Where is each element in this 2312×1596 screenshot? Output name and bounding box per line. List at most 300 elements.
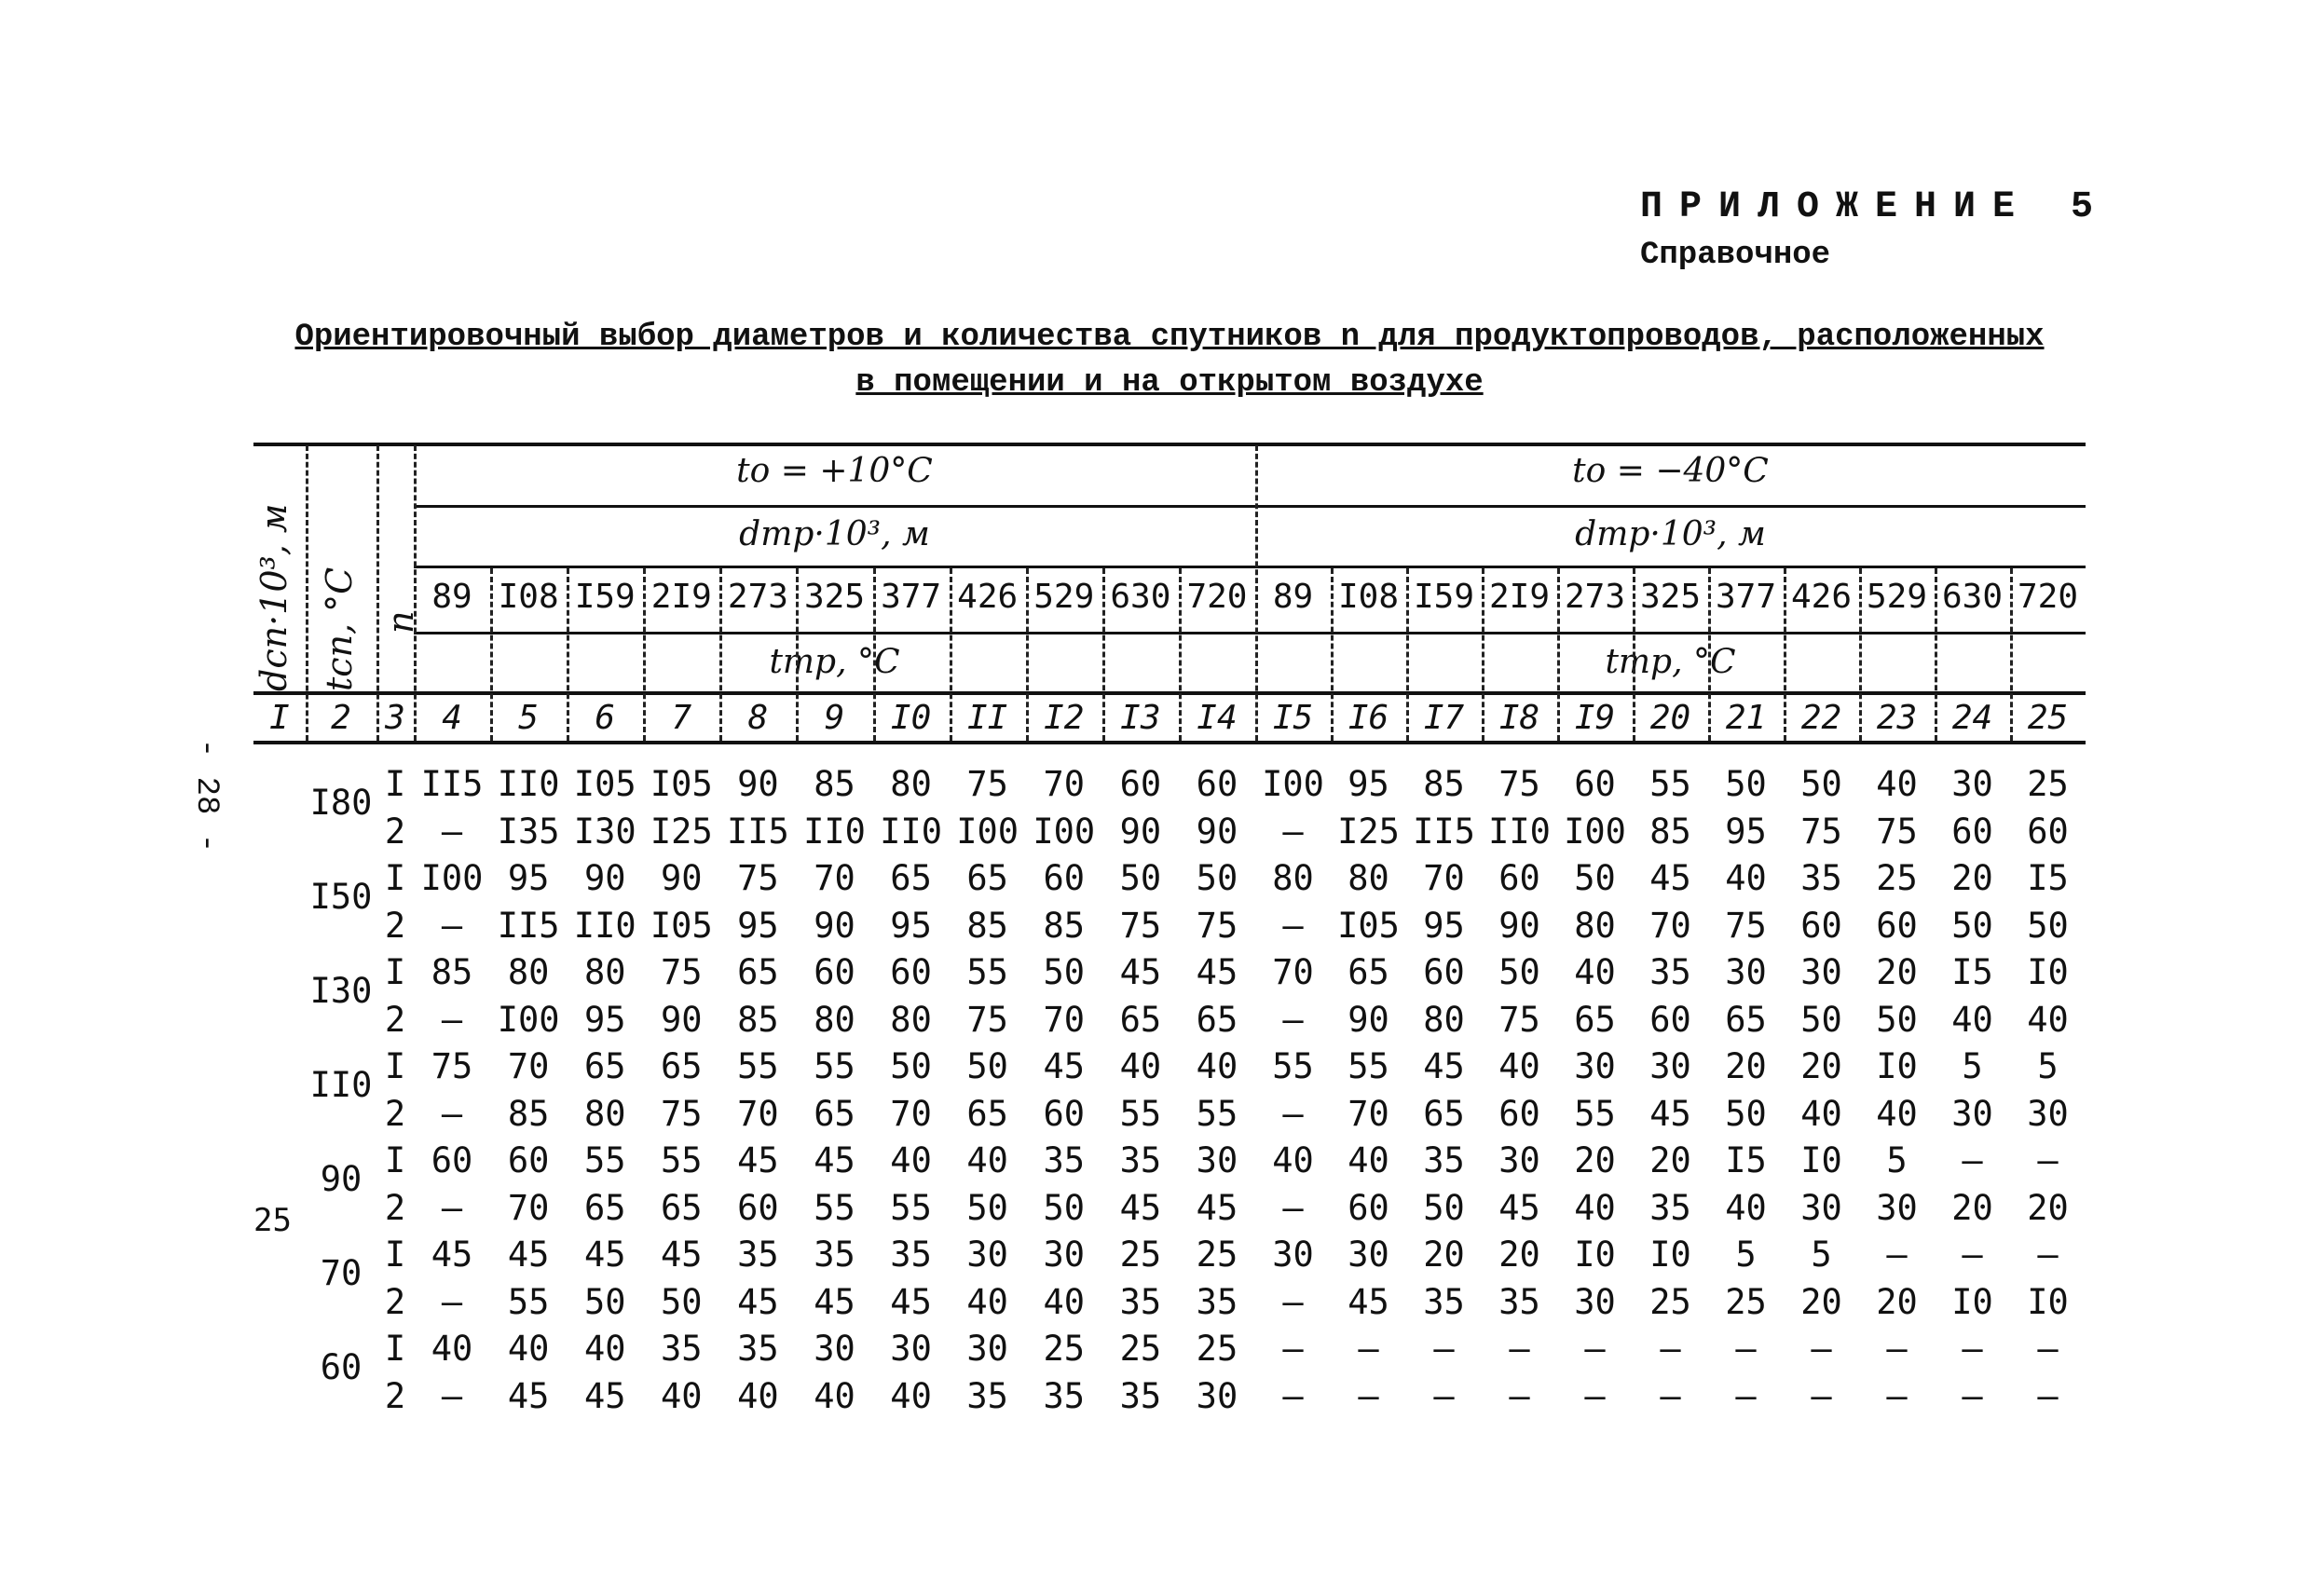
table-cell: 75 [1725, 905, 1767, 946]
table-cell: I0 [2027, 952, 2069, 992]
table-cell: 80 [1272, 858, 1314, 898]
table-cell: 40 [890, 1375, 932, 1416]
table-cell: 60 [1423, 952, 1465, 992]
n-value: 2 [384, 1281, 406, 1322]
table-cell: II0 [1488, 811, 1551, 852]
table-cell: 55 [737, 1046, 779, 1086]
table-cell: 20 [2027, 1187, 2069, 1228]
col-sep [376, 445, 379, 741]
table-cell: 30 [1196, 1375, 1238, 1416]
table-cell: 40 [1725, 1187, 1767, 1228]
table-cell: 60 [1951, 811, 1993, 852]
table-cell: 20 [1800, 1281, 1842, 1322]
table-cell: 45 [507, 1375, 550, 1416]
diameter-header: 2I9 [1488, 578, 1551, 616]
table-cell: 50 [1043, 952, 1086, 992]
table-cell: 55 [814, 1046, 855, 1086]
table-cell: 5 [1811, 1235, 1832, 1275]
header-rule-4 [253, 691, 2086, 695]
table-cell: 65 [583, 1046, 626, 1086]
table-cell: 50 [966, 1187, 1008, 1228]
diameter-header: 273 [1564, 578, 1626, 616]
table-cell: 80 [1348, 858, 1389, 898]
table-cell: 5 [1886, 1140, 1908, 1180]
table-cell: I0 [1649, 1235, 1691, 1275]
table-cell: 55 [814, 1187, 855, 1228]
dsp-value: 25 [253, 1202, 292, 1239]
tsp-value: I50 [309, 877, 373, 917]
diameter-header: 377 [881, 578, 942, 616]
column-number: 2 [331, 699, 351, 737]
table-cell: I05 [1337, 905, 1400, 946]
table-cell: 20 [1574, 1140, 1616, 1180]
table-cell: 25 [1196, 1235, 1238, 1275]
table-cell: 40 [583, 1329, 626, 1369]
column-number: 7 [671, 699, 692, 737]
table-cell: 70 [814, 858, 855, 898]
table-cell: 65 [1574, 999, 1616, 1040]
table-cell: 45 [661, 1235, 703, 1275]
annex-subtitle: Справочное [1640, 238, 1831, 273]
table-cell: 65 [814, 1093, 855, 1134]
column-number: I [269, 699, 290, 737]
table-cell: 50 [1423, 1187, 1465, 1228]
table-cell: 5 [1962, 1046, 1983, 1086]
table-cell: 65 [583, 1187, 626, 1228]
table-cell: 50 [1876, 999, 1918, 1040]
table-cell: 55 [1574, 1093, 1616, 1134]
table-cell: 90 [661, 999, 703, 1040]
table-cell: 40 [1876, 764, 1918, 804]
table-cell: 65 [661, 1046, 703, 1086]
table-cell: 55 [1348, 1046, 1389, 1086]
table-cell: 65 [1196, 999, 1238, 1040]
table-cell: 40 [1725, 858, 1767, 898]
header-rule-1 [414, 505, 2086, 508]
table-cell: 70 [1043, 764, 1086, 804]
group2-dtr-header: dтр·10³, м [1575, 515, 1766, 553]
table-cell: – [441, 1281, 463, 1322]
table-cell: 85 [1423, 764, 1465, 804]
table-cell: 40 [737, 1375, 779, 1416]
table-cell: 80 [507, 952, 550, 992]
table-cell: 90 [814, 905, 855, 946]
table-cell: 35 [1498, 1281, 1540, 1322]
table-cell: – [1811, 1375, 1832, 1416]
table-cell: 60 [1119, 764, 1162, 804]
column-number: I9 [1574, 699, 1616, 737]
table-cell: 75 [1498, 999, 1540, 1040]
table-cell: 85 [814, 764, 855, 804]
table-cell: 60 [431, 1140, 473, 1180]
n-value: 2 [384, 811, 406, 852]
table-cell: 60 [2027, 811, 2069, 852]
n-value: 2 [384, 905, 406, 946]
table-cell: 70 [507, 1046, 550, 1086]
table-cell: 50 [1196, 858, 1238, 898]
table-cell: I5 [2027, 858, 2069, 898]
table-cell: 40 [431, 1329, 473, 1369]
table-cell: 95 [1725, 811, 1767, 852]
table-cell: 20 [1876, 952, 1918, 992]
table-cell: II5 [420, 764, 484, 804]
table-cell: 75 [966, 764, 1008, 804]
table-cell: 50 [1725, 764, 1767, 804]
n-value: 2 [384, 1187, 406, 1228]
table-cell: I05 [650, 905, 713, 946]
table-cell: 95 [507, 858, 550, 898]
table-cell: 75 [431, 1046, 473, 1086]
table-cell: 40 [966, 1281, 1008, 1322]
tsp-value: 60 [320, 1347, 363, 1387]
table-cell: 35 [661, 1329, 703, 1369]
diameter-header: 377 [1715, 578, 1777, 616]
table-cell: 35 [1119, 1281, 1162, 1322]
table-cell: 80 [583, 1093, 626, 1134]
table-cell: – [1584, 1329, 1606, 1369]
table-cell: 90 [1196, 811, 1238, 852]
table-cell: 20 [1423, 1235, 1465, 1275]
table-cell: 35 [737, 1329, 779, 1369]
table-top-rule [253, 443, 2086, 446]
diameter-header: 630 [1941, 578, 2004, 616]
table-cell: – [1886, 1235, 1908, 1275]
header-rule-3 [414, 632, 2086, 634]
table-cell: I35 [497, 811, 560, 852]
table-cell: 40 [507, 1329, 550, 1369]
diameter-header: 325 [803, 578, 866, 616]
table-cell: 55 [1196, 1093, 1238, 1134]
table-cell: – [1509, 1329, 1530, 1369]
column-number: 21 [1725, 699, 1767, 737]
table-cell: 80 [814, 999, 855, 1040]
table-cell: II5 [497, 905, 560, 946]
group1-to-header: tо = +10°С [736, 452, 933, 490]
table-cell: 35 [1119, 1375, 1162, 1416]
n-value: 2 [384, 1375, 406, 1416]
table-cell: 50 [1498, 952, 1540, 992]
table-cell: 30 [1800, 1187, 1842, 1228]
caption-line-1: Ориентировочный выбор диаметров и количества спутников n для продуктопроводов, расположенных [294, 320, 2045, 355]
table-cell: 45 [1196, 1187, 1238, 1228]
table-cell: 55 [1119, 1093, 1162, 1134]
table-cell: 40 [1951, 999, 1993, 1040]
table-cell: 25 [1043, 1329, 1086, 1369]
table-cell: 40 [661, 1375, 703, 1416]
table-cell: 20 [1649, 1140, 1691, 1180]
caption-line-2: в помещении и на открытом воздухе [855, 365, 1484, 401]
diameter-header: I59 [574, 578, 636, 616]
table-cell: 85 [1649, 811, 1691, 852]
n-value: I [384, 1329, 406, 1369]
table-cell: 60 [1574, 764, 1616, 804]
table-cell: – [1962, 1329, 1983, 1369]
table-cell: – [441, 1093, 463, 1134]
table-cell: – [1584, 1375, 1606, 1416]
table-cell: 45 [583, 1375, 626, 1416]
table-cell: 25 [1649, 1281, 1691, 1322]
table-cell: 85 [431, 952, 473, 992]
table-cell: 85 [737, 999, 779, 1040]
table-cell: 70 [1348, 1093, 1389, 1134]
table-cell: 65 [737, 952, 779, 992]
table-cell: 90 [661, 858, 703, 898]
n-axis-label: n [380, 610, 421, 634]
table-cell: 35 [1649, 952, 1691, 992]
col-sep [306, 445, 308, 741]
table-cell: 20 [1876, 1281, 1918, 1322]
table-cell: 45 [814, 1281, 855, 1322]
table-cell: 40 [1876, 1093, 1918, 1134]
n-value: I [384, 1046, 406, 1086]
column-number: I6 [1348, 699, 1389, 737]
diameter-header: 630 [1110, 578, 1171, 616]
table-cell: 60 [507, 1140, 550, 1180]
table-cell: 50 [966, 1046, 1008, 1086]
column-number: 3 [385, 699, 405, 737]
table-cell: 35 [1800, 858, 1842, 898]
table-cell: 30 [1876, 1187, 1918, 1228]
table-cell: 55 [507, 1281, 550, 1322]
table-cell: – [1660, 1375, 1681, 1416]
table-cell: 55 [890, 1187, 932, 1228]
table-cell: 90 [1498, 905, 1540, 946]
table-cell: – [2037, 1140, 2059, 1180]
column-number: 23 [1876, 699, 1918, 737]
table-cell: I00 [1262, 764, 1324, 804]
table-cell: – [1282, 999, 1304, 1040]
table-cell: 30 [2027, 1093, 2069, 1134]
diameter-header: I08 [1337, 578, 1400, 616]
table-cell: 75 [661, 952, 703, 992]
table-cell: 95 [1348, 764, 1389, 804]
group2-to-header: tо = −40°С [1572, 452, 1769, 490]
table-cell: 75 [1196, 905, 1238, 946]
table-cell: 70 [890, 1093, 932, 1134]
table-cell: 65 [661, 1187, 703, 1228]
table-cell: 70 [507, 1187, 550, 1228]
diameter-header: 720 [1186, 578, 1248, 616]
table-cell: 45 [431, 1235, 473, 1275]
diameter-header: 720 [2017, 578, 2079, 616]
table-cell: 70 [1649, 905, 1691, 946]
table-cell: – [441, 1187, 463, 1228]
table-cell: – [1962, 1140, 1983, 1180]
table-cell: I5 [1725, 1140, 1767, 1180]
table-cell: I0 [1574, 1235, 1616, 1275]
table-cell: 30 [890, 1329, 932, 1369]
table-cell: 60 [890, 952, 932, 992]
diameter-header: 529 [1866, 578, 1928, 616]
diameter-header: 426 [1790, 578, 1853, 616]
table-cell: 65 [1725, 999, 1767, 1040]
table-cell: 5 [1735, 1235, 1757, 1275]
table-cell: 30 [966, 1329, 1008, 1369]
table-cell: 30 [1043, 1235, 1086, 1275]
table-cell: 40 [1574, 1187, 1616, 1228]
table-cell: 45 [1119, 952, 1162, 992]
diameter-header: 2I9 [650, 578, 712, 616]
table-cell: 25 [1725, 1281, 1767, 1322]
table-cell: 50 [1119, 858, 1162, 898]
diameter-header: 426 [957, 578, 1019, 616]
table-cell: 40 [1574, 952, 1616, 992]
table-cell: – [1962, 1235, 1983, 1275]
table-cell: 25 [1876, 858, 1918, 898]
table-cell: 65 [1423, 1093, 1465, 1134]
table-cell: 50 [1574, 858, 1616, 898]
table-cell: 40 [1272, 1140, 1314, 1180]
table-cell: I25 [650, 811, 713, 852]
table-cell: 45 [1498, 1187, 1540, 1228]
n-value: I [384, 764, 406, 804]
table-cell: 45 [1043, 1046, 1086, 1086]
table-cell: 40 [1196, 1046, 1238, 1086]
table-cell: 55 [583, 1140, 626, 1180]
table-cell: 90 [737, 764, 779, 804]
table-cell: 45 [1649, 858, 1691, 898]
tsp-value: 70 [320, 1253, 363, 1293]
table-cell: 35 [1423, 1140, 1465, 1180]
table-cell: 20 [1951, 1187, 1993, 1228]
dsp-axis-label: dсп·10³, м [253, 503, 294, 691]
table-cell: I25 [1337, 811, 1400, 852]
table-cell: 65 [966, 858, 1008, 898]
table-cell: 5 [2037, 1046, 2059, 1086]
table-cell: 70 [1423, 858, 1465, 898]
table-cell: – [1282, 1329, 1304, 1369]
table-cell: 90 [1119, 811, 1162, 852]
table-cell: 60 [814, 952, 855, 992]
table-cell: 25 [1119, 1329, 1162, 1369]
table-cell: 30 [1951, 764, 1993, 804]
table-cell: 45 [1196, 952, 1238, 992]
table-cell: – [2037, 1235, 2059, 1275]
table-cell: 75 [1119, 905, 1162, 946]
table-cell: 55 [661, 1140, 703, 1180]
table-cell: 30 [1574, 1046, 1616, 1086]
table-cell: 45 [737, 1281, 779, 1322]
table-cell: 65 [890, 858, 932, 898]
table-cell: – [441, 1375, 463, 1416]
table-cell: 55 [1272, 1046, 1314, 1086]
table-cell: I5 [1951, 952, 1993, 992]
table-cell: 35 [1119, 1140, 1162, 1180]
table-cell: – [1282, 1281, 1304, 1322]
table-cell: – [1433, 1375, 1455, 1416]
table-cell: 60 [1649, 999, 1691, 1040]
table-cell: 30 [1196, 1140, 1238, 1180]
table-cell: 70 [1272, 952, 1314, 992]
table-cell: 45 [737, 1140, 779, 1180]
page-number: - 28 - [188, 738, 225, 853]
table-cell: – [2037, 1375, 2059, 1416]
table-cell: – [1433, 1329, 1455, 1369]
tsp-value: I30 [309, 971, 373, 1011]
column-number: I5 [1272, 699, 1314, 737]
table-cell: 80 [583, 952, 626, 992]
table-cell: I0 [1800, 1140, 1842, 1180]
table-cell: I0 [1876, 1046, 1918, 1086]
table-cell: 70 [737, 1093, 779, 1134]
table-cell: – [1282, 1187, 1304, 1228]
table-cell: 30 [1800, 952, 1842, 992]
group1-ttr-header: tтр, °С [769, 643, 900, 681]
table-cell: II0 [573, 905, 636, 946]
table-cell: I0 [2027, 1281, 2069, 1322]
table-cell: – [2037, 1329, 2059, 1369]
table-cell: 85 [507, 1093, 550, 1134]
table-cell: 30 [1951, 1093, 1993, 1134]
diameter-header: 273 [727, 578, 788, 616]
table-cell: 20 [1725, 1046, 1767, 1086]
table-cell: 50 [890, 1046, 932, 1086]
table-cell: 30 [1272, 1235, 1314, 1275]
table-cell: 45 [1423, 1046, 1465, 1086]
table-cell: 35 [1043, 1140, 1086, 1180]
table-cell: I00 [1564, 811, 1626, 852]
table-cell: 35 [890, 1235, 932, 1275]
n-value: I [384, 952, 406, 992]
table-cell: 45 [1348, 1281, 1389, 1322]
table-cell: 35 [966, 1375, 1008, 1416]
table-cell: 35 [1043, 1375, 1086, 1416]
table-cell: 50 [2027, 905, 2069, 946]
table-cell: I05 [573, 764, 636, 804]
table-cell: 35 [1196, 1281, 1238, 1322]
column-number: I3 [1120, 699, 1161, 737]
table-cell: 55 [1649, 764, 1691, 804]
table-cell: 40 [890, 1140, 932, 1180]
table-cell: 90 [583, 858, 626, 898]
table-cell: 30 [1649, 1046, 1691, 1086]
table-cell: 85 [966, 905, 1008, 946]
column-number: I2 [1044, 699, 1085, 737]
table-cell: 80 [1423, 999, 1465, 1040]
table-cell: II0 [803, 811, 866, 852]
tsp-value: I80 [309, 783, 373, 823]
table-cell: 60 [1348, 1187, 1389, 1228]
table-cell: 45 [1119, 1187, 1162, 1228]
table-cell: – [441, 999, 463, 1040]
group2-ttr-header: tтр, °С [1605, 643, 1736, 681]
table-cell: 30 [1348, 1235, 1389, 1275]
table-cell: 45 [583, 1235, 626, 1275]
table-cell: II0 [497, 764, 560, 804]
table-cell: – [1660, 1329, 1681, 1369]
n-value: 2 [384, 1093, 406, 1134]
table-cell: – [1282, 811, 1304, 852]
table-cell: 60 [1043, 858, 1086, 898]
table-cell: – [1282, 1093, 1304, 1134]
diameter-header: I08 [498, 578, 559, 616]
n-value: I [384, 858, 406, 898]
diameter-header: I59 [1413, 578, 1475, 616]
table-cell: 50 [583, 1281, 626, 1322]
table-cell: 25 [1119, 1235, 1162, 1275]
table-cell: I00 [956, 811, 1019, 852]
n-value: I [384, 1140, 406, 1180]
table-cell: 65 [966, 1093, 1008, 1134]
table-cell: 65 [1119, 999, 1162, 1040]
annex-title: ПРИЛОЖЕНИЕ 5 [1640, 186, 2111, 228]
n-value: 2 [384, 999, 406, 1040]
column-number: 24 [1951, 699, 1993, 737]
table-cell: – [1358, 1329, 1379, 1369]
table-cell: 30 [1498, 1140, 1540, 1180]
diameter-header: 325 [1639, 578, 1702, 616]
table-cell: 20 [1951, 858, 1993, 898]
